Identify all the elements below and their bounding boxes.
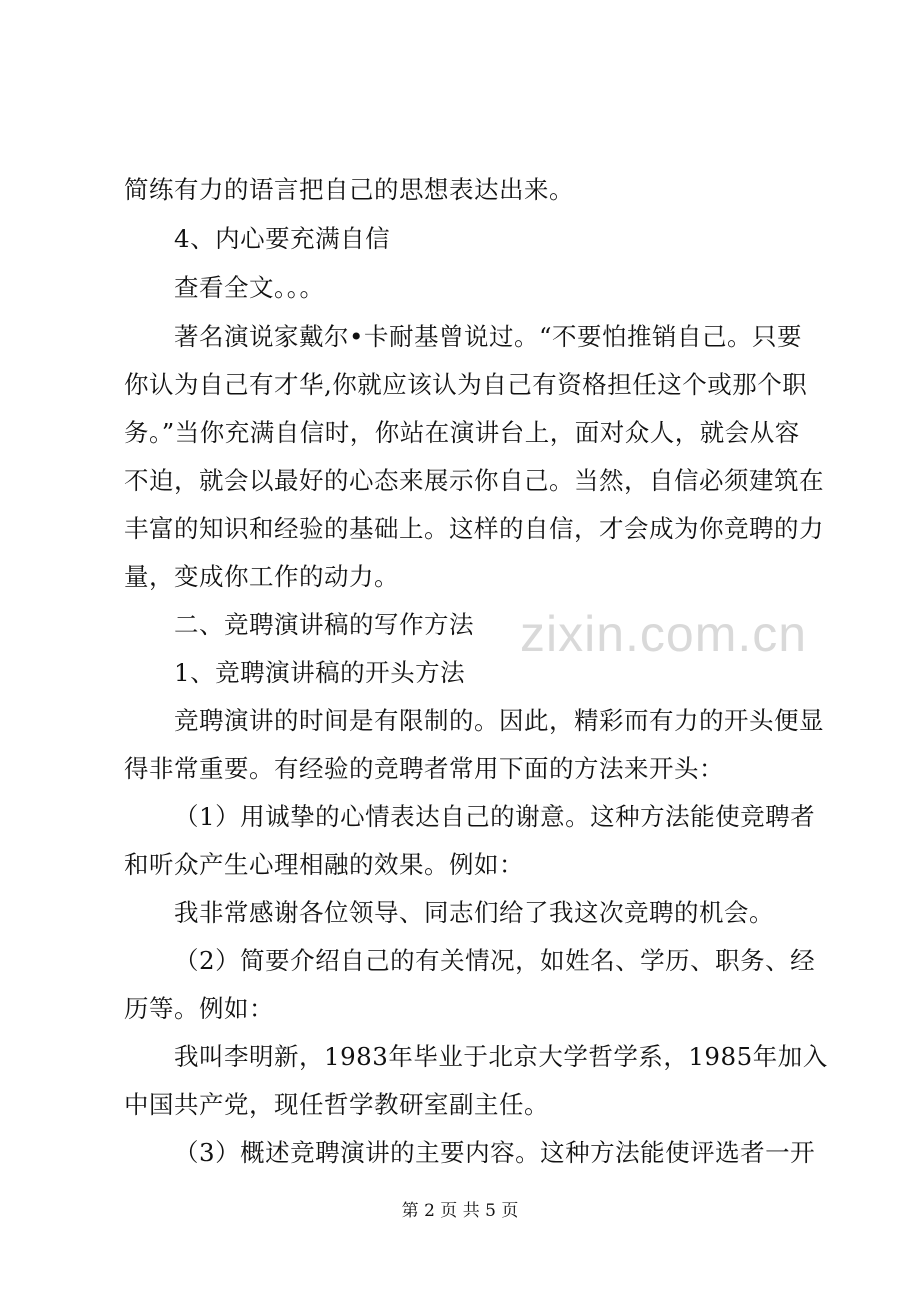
watermark: zixin.com.cn [520,606,808,662]
paragraph-line: 丰富的知识和经验的基础上。这样的自信，才会成为你竞聘的力 [124,514,824,543]
paragraph-line: 量，变成你工作的动力。 [124,562,399,591]
paragraph-line: 著名演说家戴尔•卡耐基曾说过。“不要怕推销自己。只要 [174,322,802,351]
paragraph-line: 简练有力的语言把自己的思想表达出来。 [124,175,574,204]
paragraph-line: 中国共产党，现任哲学教研室副主任。 [124,1090,549,1119]
paragraph-line: （1）用诚挚的心情表达自己的谢意。这种方法能使竞聘者 [174,802,816,831]
paragraph-line: 我非常感谢各位领导、同志们给了我这次竞聘的机会。 [174,898,774,927]
paragraph-line: 不迫，就会以最好的心态来展示你自己。当然，自信必须建筑在 [124,466,824,495]
paragraph-line: 得非常重要。有经验的竞聘者常用下面的方法来开头： [124,754,724,783]
paragraph-line: （2）简要介绍自己的有关情况，如姓名、学历、职务、经 [174,946,816,975]
paragraph-line: 竞聘演讲的时间是有限制的。因此，精彩而有力的开头便显 [174,706,824,735]
paragraph-line: （3）概述竞聘演讲的主要内容。这种方法能使评选者一开 [174,1138,816,1167]
subsection-heading: 1、竞聘演讲稿的开头方法 [174,658,466,687]
paragraph-line: 历等。例如： [124,994,274,1023]
paragraph-line: 务。”当你充满自信时，你站在演讲台上，面对众人，就会从容 [124,418,800,447]
section-heading: 二、竞聘演讲稿的写作方法 [174,610,474,639]
paragraph-line: 你认为自己有才华,你就应该认为自己有资格担任这个或那个职 [124,370,808,399]
section-heading: 4、内心要充满自信 [174,224,391,253]
paragraph-line: 我叫李明新，1983年毕业于北京大学哲学系，1985年加入 [174,1042,828,1071]
view-full-text-link[interactable]: 查看全文。。。 [174,273,325,302]
paragraph-line: 和听众产生心理相融的效果。例如： [124,850,524,879]
page-number-footer: 第 2 页 共 5 页 [401,1201,519,1221]
